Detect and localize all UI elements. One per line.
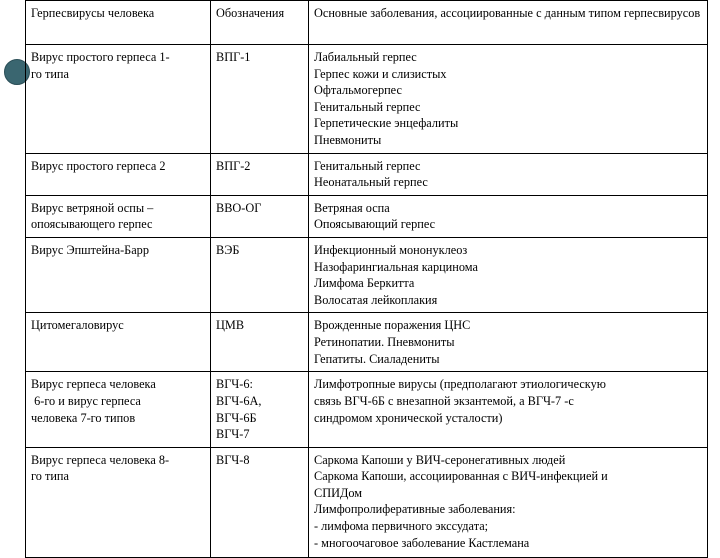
disease-line: Лимфотропные вирусы (предполагают этиологическую <box>314 377 606 392</box>
diseases-cell <box>309 447 708 557</box>
virus-line: Вирус герпеса человека <box>31 377 156 392</box>
disease-line: Инфекционный мононуклеоз <box>314 242 468 257</box>
virus-line: Вирус ветряной оспы – <box>31 200 154 215</box>
code-line: ВПГ-1 <box>216 50 251 64</box>
disease-line: - лимфома первичного экссудата; <box>314 519 489 534</box>
header-virus <box>26 1 211 45</box>
code-cell <box>211 447 309 557</box>
header-diseases-label: Основные заболевания, ассоциированные с данным типом герпесвирусов <box>314 6 701 20</box>
code-cell <box>211 372 309 447</box>
disease-line: Врожденные поражения ЦНС <box>314 318 471 333</box>
diseases-cell <box>309 237 708 312</box>
virus-line: человека 7-го типов <box>31 410 136 425</box>
disease-line: Лимфопролиферативные заболевания: <box>314 502 516 517</box>
diseases-cell <box>309 153 708 195</box>
disease-line: Саркома Капоши, ассоциированная с ВИЧ-инфекцией и <box>314 469 608 484</box>
code-line: ВГЧ-6: <box>216 377 253 392</box>
virus-cell <box>26 195 211 237</box>
disease-line: Герпетические энцефалиты <box>314 116 459 131</box>
disease-line: Волосатая лейкоплакия <box>314 292 438 307</box>
header-diseases <box>309 1 708 45</box>
code-line: ЦМВ <box>216 318 245 333</box>
disease-line: Офтальмогерпес <box>314 83 402 98</box>
herpesvirus-table <box>25 0 708 558</box>
virus-line: Вирус Эпштейна-Барр <box>31 242 149 257</box>
header-virus-label: Герпесвирусы человека <box>31 6 155 20</box>
diseases-cell <box>309 45 708 154</box>
virus-line: 6-го и вирус герпеса <box>31 393 141 408</box>
code-line: ВГЧ-6А, <box>216 393 262 408</box>
disease-line: Назофарингиальная карцинома <box>314 259 478 274</box>
disease-line: Саркома Капоши у ВИЧ-серонегативных людей <box>314 452 566 467</box>
header-code-label: Обозначения <box>216 6 285 20</box>
header-code <box>211 1 309 45</box>
code-cell <box>211 195 309 237</box>
code-line: ВГЧ-6Б <box>216 410 257 425</box>
disease-line: Неонатальный герпес <box>314 175 428 190</box>
code-cell <box>211 313 309 372</box>
code-cell <box>211 153 309 195</box>
code-line: ВГЧ-8 <box>216 452 250 467</box>
disease-line: СПИДом <box>314 485 363 500</box>
table-row <box>26 447 708 557</box>
code-line: ВПГ-2 <box>216 158 251 173</box>
virus-line: Вирус герпеса человека 8- <box>31 452 170 467</box>
virus-line: Вирус простого герпеса 1- <box>31 50 170 64</box>
diseases-cell <box>309 372 708 447</box>
virus-cell <box>26 447 211 557</box>
disease-line: синдромом хронической усталости) <box>314 410 503 425</box>
table-row <box>26 237 708 312</box>
virus-cell <box>26 45 211 154</box>
disease-line: Лимфома Беркитта <box>314 276 415 291</box>
virus-line: го типа <box>31 469 69 484</box>
code-line: ВЭБ <box>216 242 240 257</box>
code-line: ВГЧ-7 <box>216 427 250 442</box>
disease-line: Герпес кожи и слизистых <box>314 66 447 81</box>
code-cell <box>211 45 309 154</box>
disease-line: связь ВГЧ-6Б с внезапной экзантемой, а ВГЧ-7 -с <box>314 393 574 408</box>
disease-line: Лабиальный герпес <box>314 50 417 64</box>
table-row <box>26 153 708 195</box>
diseases-cell <box>309 195 708 237</box>
table-row <box>26 195 708 237</box>
virus-cell <box>26 153 211 195</box>
virus-line: го типа <box>31 66 69 81</box>
virus-line: Цитомегаловирус <box>31 318 124 333</box>
table-row <box>26 372 708 447</box>
virus-cell <box>26 313 211 372</box>
disease-line: Генитальный герпес <box>314 99 421 114</box>
table-header-row <box>26 1 708 45</box>
disease-line: Опоясывающий герпес <box>314 217 436 232</box>
disease-line: - многоочаговое заболевание Кастлемана <box>314 535 530 550</box>
disease-line: Ветряная оспа <box>314 200 390 215</box>
virus-line: Вирус простого герпеса 2 <box>31 158 166 173</box>
disease-line: Генитальный герпес <box>314 158 421 173</box>
table-row <box>26 313 708 372</box>
virus-cell <box>26 372 211 447</box>
disease-line: Ретинопатии. Пневмониты <box>314 334 455 349</box>
disease-line: Гепатиты. Сиаладениты <box>314 351 440 366</box>
diseases-cell <box>309 313 708 372</box>
virus-cell <box>26 237 211 312</box>
table-row <box>26 45 708 154</box>
virus-line: опоясывающего герпес <box>31 217 153 232</box>
disease-line: Пневмониты <box>314 132 382 147</box>
code-line: ВВО-ОГ <box>216 200 262 215</box>
code-cell <box>211 237 309 312</box>
